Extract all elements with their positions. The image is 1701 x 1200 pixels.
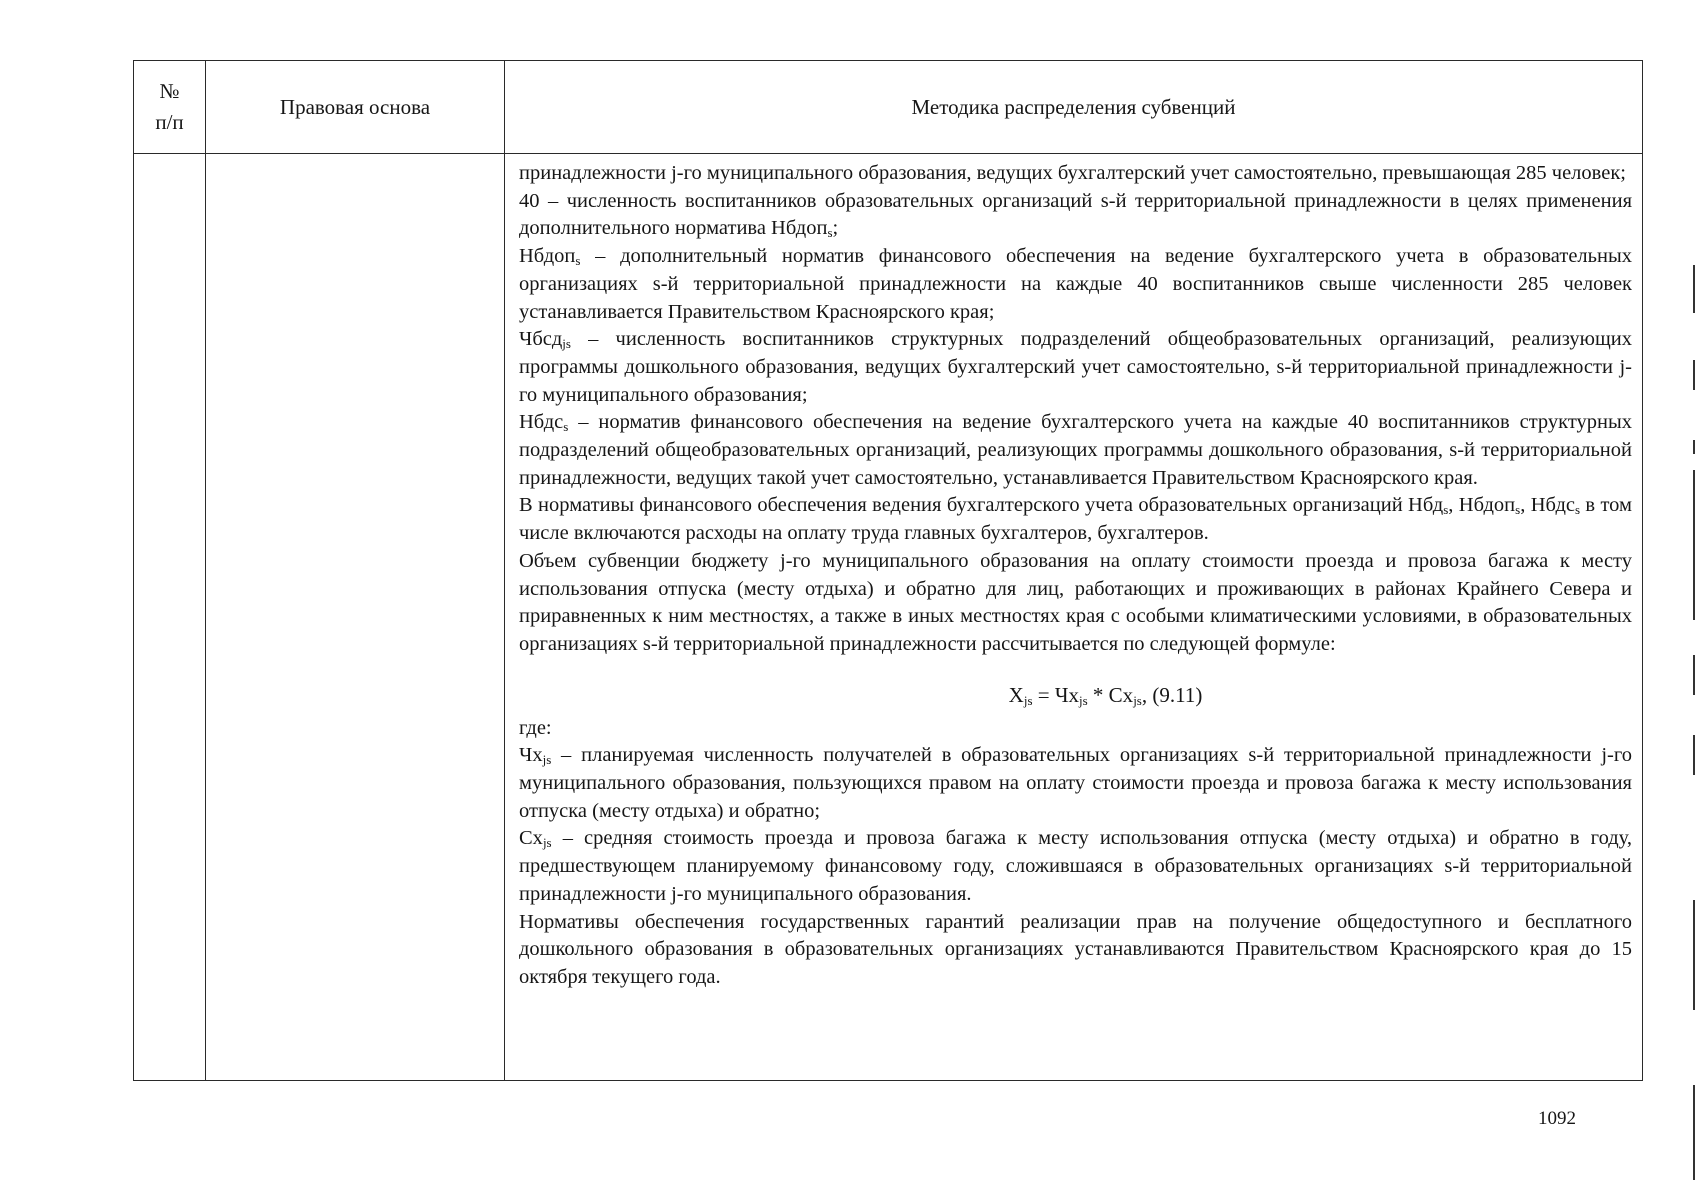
text-run: ;	[832, 217, 839, 240]
methodology-text-after	[519, 715, 1632, 992]
text-run: Чбсд	[519, 328, 563, 351]
text-run: 40 – численность воспитанников образовательных организаций s-й территориальной принадлежности в целях применения дополнительного норматива Нбдоп	[519, 189, 1632, 240]
text-run: , Нбдоп	[1448, 494, 1516, 517]
subscript: s	[575, 253, 581, 269]
paragraph	[519, 909, 1632, 992]
subscript: js	[1079, 692, 1088, 708]
subscript: js	[1023, 692, 1033, 708]
paragraph	[519, 243, 1632, 326]
paragraph	[519, 492, 1632, 547]
cell-methodology	[505, 154, 1643, 1081]
paragraph	[519, 188, 1632, 243]
scan-artifact-line	[1693, 655, 1695, 695]
text-run: принадлежности j-го муниципального образования, ведущих бухгалтерский учет самостоятельно, превышающая 285 человек;	[519, 162, 1626, 184]
subscript: js	[1133, 692, 1142, 708]
header-legal-basis: Правовая основа	[206, 61, 505, 154]
methodology-table	[133, 60, 1643, 1081]
table-row	[134, 154, 1643, 1081]
paragraph	[519, 825, 1632, 908]
text-run: , Нбдс	[1520, 494, 1575, 517]
text-run: Сх	[519, 827, 543, 850]
text-run: Нбдс	[519, 411, 564, 434]
subscript: js	[562, 336, 571, 352]
scan-artifact-line	[1693, 265, 1695, 313]
text-run: * Сх	[1087, 682, 1134, 707]
scan-artifact-line	[1693, 1085, 1695, 1180]
methodology-text-before	[519, 160, 1632, 659]
header-num-label: п/п	[155, 110, 184, 134]
paragraph	[519, 548, 1632, 659]
page-number: 1092	[1538, 1108, 1576, 1129]
paragraph	[519, 160, 1632, 188]
header-num	[134, 61, 206, 154]
formula-9-11	[519, 682, 1632, 715]
text-run: Х	[1008, 682, 1024, 707]
text-run: где:	[519, 716, 552, 739]
scan-artifact-line	[1693, 735, 1695, 775]
text-run: Нормативы обеспечения государственных гарантий реализации прав на получение общедоступного и бесплатного дошкольного образования в образовательных организациях устанавливаются Правительством Красноярского края до 15 октября текущего года.	[519, 910, 1632, 988]
text-run: – дополнительный норматив финансового обеспечения на ведение бухгалтерского учета в образовательных организациях s-й территориальной принадлежности на каждые 40 воспитанников свыше численности 285 человек устанавливается Правительством Красноярского края;	[519, 245, 1632, 323]
subscript: js	[542, 835, 552, 851]
text-run: , (9.11)	[1141, 682, 1203, 707]
scan-artifact-line	[1693, 900, 1695, 1010]
subscript: s	[1574, 502, 1581, 518]
text-run: в том числе включаются расходы на оплату труда главных бухгалтеров, бухгалтеров.	[519, 494, 1633, 545]
text-run: Нбдоп	[519, 245, 576, 268]
header-methodology: Методика распределения субвенций	[505, 61, 1643, 154]
paragraph	[519, 742, 1632, 825]
text-run: – планируемая численность получателей в образовательных организациях s-й территориальной принадлежности j-го муниципального образования, пользующихся правом на оплату стоимости проезда и провоза багажа к месту использования отпуска (месту отдыха) и обратно;	[519, 744, 1632, 822]
paragraph	[519, 715, 1632, 743]
cell-num	[134, 154, 206, 1081]
table-header-row	[134, 61, 1643, 154]
subscript: s	[563, 419, 569, 435]
text-run: В нормативы финансового обеспечения ведения бухгалтерского учета образовательных организаций Нбд	[519, 494, 1444, 517]
text-run: – средняя стоимость проезда и провоза багажа к месту использования отпуска (месту отдыха) и обратно в году, предшествующем планируемому финансовому году, сложившаяся в образовательных организациях s-й территориальной принадлежности j-го муниципального образования.	[519, 827, 1632, 905]
subscript: js	[542, 752, 552, 768]
paragraph	[519, 326, 1632, 409]
text-run: Объем субвенции бюджету j-го муниципального образования на оплату стоимости проезда и провоза багажа к месту использования отпуска (месту отдыха) и обратно для лиц, работающих и проживающих в районах Крайнего Севера и приравненных к ним местностях, а также в иных местностях края с особыми климатическими условиями, в образовательных организациях s-й территориальной принадлежности рассчитывается по следующей формуле:	[519, 549, 1632, 655]
subscript: s	[1515, 502, 1521, 518]
header-num-symbol: №	[159, 79, 180, 103]
cell-legal-basis	[206, 154, 505, 1081]
text-run: – норматив финансового обеспечения на ведение бухгалтерского учета на каждые 40 воспитанников структурных подразделений общеобразовательных организаций, реализующих программы дошкольного образования, s-й территориальной принадлежности, ведущих такой учет самостоятельно, устанавливается Правительством Красноярского края.	[519, 411, 1632, 489]
paragraph	[519, 409, 1632, 492]
subscript: s	[827, 225, 833, 241]
text-run: = Чх	[1032, 682, 1079, 707]
scan-artifact-line	[1693, 360, 1695, 390]
text-run: – численность воспитанников структурных подразделений общеобразовательных организаций, реализующих программы дошкольного образования, ведущих бухгалтерский учет самостоятельно, s-й территориальной принадлежности j-го муниципального образования;	[519, 328, 1632, 406]
text-run: Чх	[519, 744, 543, 767]
scan-artifact-line	[1693, 440, 1695, 454]
subscript: s	[1443, 502, 1449, 518]
scan-artifact-line	[1693, 470, 1695, 620]
